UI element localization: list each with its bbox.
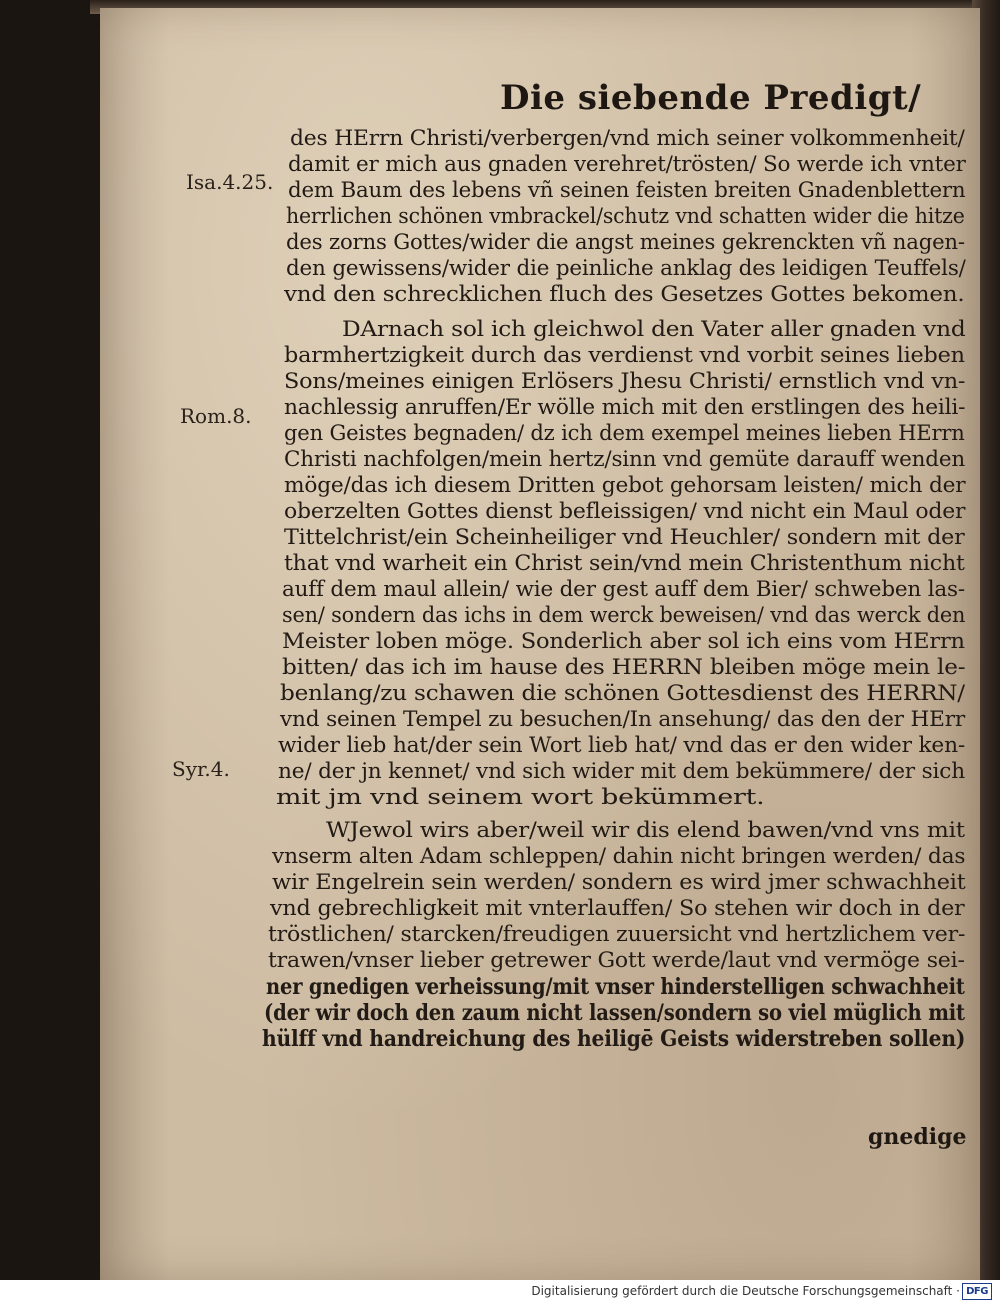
text-line: Christi nachfolgen/mein hertz/sinn vnd gemüte darauff wenden	[284, 447, 965, 472]
text-line: den gewissens/wider die peinliche anklag des leidigen Teuffels/	[286, 256, 966, 281]
text-line: vnd den schrecklichen fluch des Gesetzes Gottes bekomen.	[284, 282, 965, 307]
text-line: that vnd warheit ein Christ sein/vnd mein Christenthum nicht	[284, 551, 965, 576]
text-line: trawen/vnser lieber getrewer Gott werde/laut vnd vermöge sei-	[268, 948, 965, 973]
margin-note-isa: Isa.4.25.	[186, 170, 274, 194]
text-line: gen Geistes begnaden/ dz ich dem exempel meines lieben HErrn	[284, 421, 965, 446]
text-line: des HErrn Christi/verbergen/vnd mich seiner volkommenheit/	[290, 126, 965, 151]
text-line: bitten/ das ich im hause des HERRN bleiben möge mein le-	[282, 655, 966, 680]
text-line: ner gnedigen verheissung/mit vnser hinderstelligen schwachheit	[266, 974, 965, 1000]
text-line: wider lieb hat/der sein Wort lieb hat/ vnd das er den wider ken-	[278, 733, 965, 758]
text-line: Meister loben möge. Sonderlich aber sol ich eins vom HErrn	[282, 629, 965, 654]
text-line: des zorns Gottes/wider die angst meines gekrenckten vñ nagen-	[286, 230, 965, 255]
text-line: wir Engelrein sein werden/ sondern es wird jmer schwachheit	[272, 870, 966, 895]
text-line: Sons/meines einigen Erlösers Jhesu Christi/ ernstlich vnd vn-	[284, 369, 966, 394]
running-head: Die siebende Predigt/	[500, 78, 922, 118]
text-line: WJewol wirs aber/weil wir dis elend bawen/vnd vns mit	[326, 818, 965, 843]
text-line: barmhertzigkeit durch das verdienst vnd vorbit seines lieben	[284, 343, 965, 368]
catchword: gnedige	[868, 1124, 967, 1150]
text-line: (der wir doch den zaum nicht lassen/sondern so viel müglich mit	[264, 1000, 965, 1026]
footer-credit: Digitalisierung gefördert durch die Deutsche Forschungsgemeinschaft ·	[531, 1284, 960, 1298]
text-line: benlang/zu schawen die schönen Gottesdienst des HERRN/	[280, 681, 965, 706]
text-line: vnd seinen Tempel zu besuchen/In ansehung/ das den der HErr	[280, 707, 966, 732]
margin-note-syr: Syr.4.	[172, 757, 230, 781]
margin-note-rom: Rom.8.	[180, 404, 252, 428]
text-line: oberzelten Gottes dienst befleissigen/ vnd nicht ein Maul oder	[284, 499, 966, 524]
text-line: möge/das ich diesem Dritten gebot gehorsam leisten/ mich der	[284, 473, 966, 498]
text-line: tröstlichen/ starcken/freudigen zuuersicht vnd hertzlichem ver-	[268, 922, 966, 947]
text-line: auff dem maul allein/ wie der gest auff dem Bier/ schweben las-	[282, 577, 965, 602]
text-line: vnserm alten Adam schleppen/ dahin nicht bringen werden/ das	[272, 844, 966, 869]
text-line: sen/ sondern das ichs in dem werck beweisen/ vnd das werck den	[282, 603, 966, 628]
text-line: DArnach sol ich gleichwol den Vater aller gnaden vnd	[342, 317, 966, 342]
text-line: herrlichen schönen vmbrackel/schutz vnd schatten wider die hitze	[286, 204, 965, 229]
text-line: mit jm vnd seinem wort bekümmert.	[276, 785, 765, 810]
text-line: hülff vnd handreichung des heiligē Geists widerstreben sollen)	[262, 1026, 966, 1052]
text-line: nachlessig anruffen/Er wölle mich mit den erstlingen des heili-	[284, 395, 966, 420]
dfg-logo-icon: DFG	[962, 1283, 992, 1300]
text-line: Tittelchrist/ein Scheinheiliger vnd Heuchler/ sondern mit der	[284, 525, 965, 550]
text-line: vnd gebrechligkeit mit vnterlauffen/ So stehen wir doch in der	[270, 896, 965, 921]
text-line: ne/ der jn kennet/ vnd sich wider mit dem bekümmere/ der sich	[278, 759, 965, 784]
text-line: dem Baum des lebens vñ seinen feisten breiten Gnadenblettern	[288, 178, 966, 203]
text-line: damit er mich aus gnaden verehret/trösten/ So werde ich vnter	[288, 152, 966, 177]
